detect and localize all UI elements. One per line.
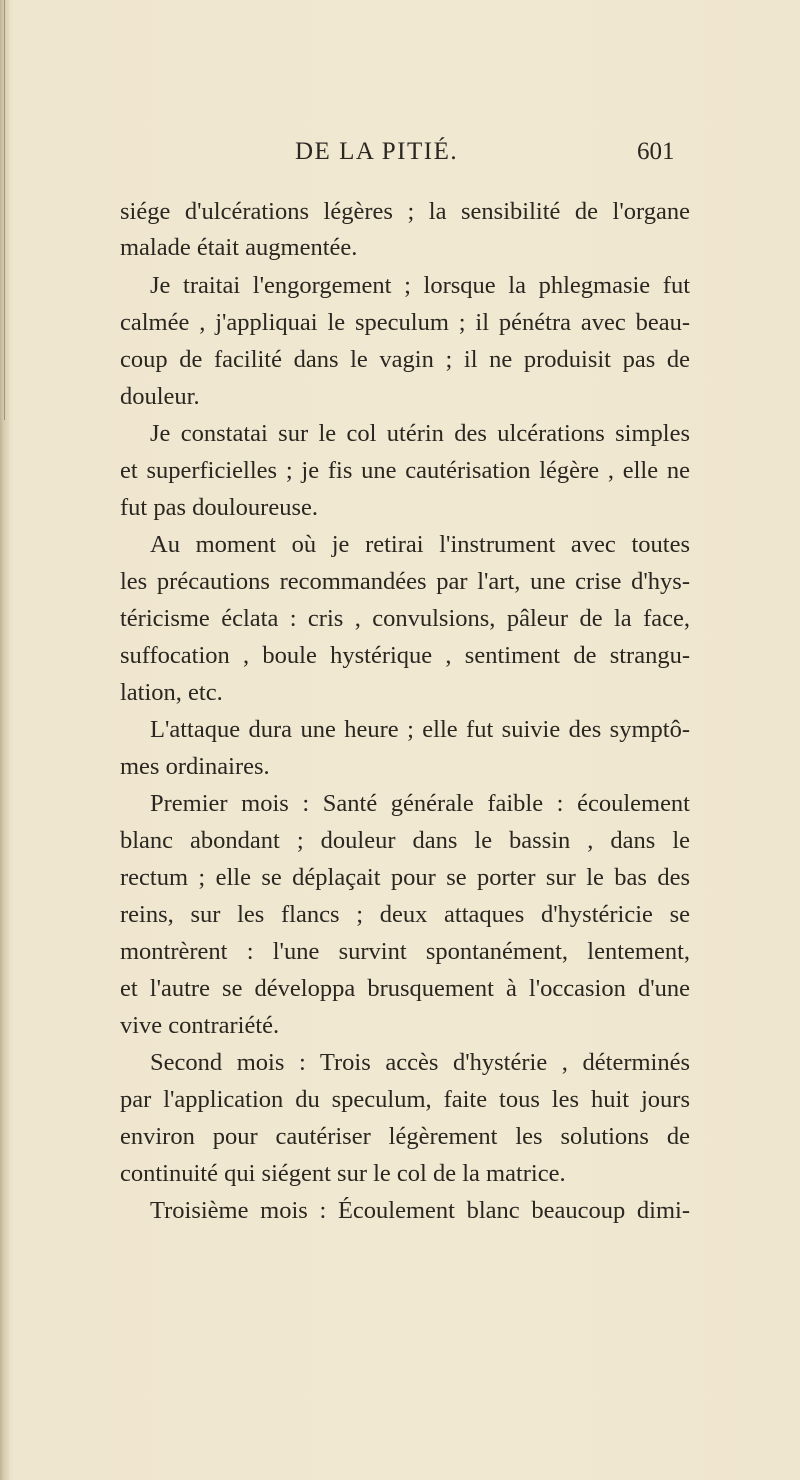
text-line: et l'autre se développa brusquement à l'occasion d'une bbox=[120, 975, 690, 1002]
text-line: Premier mois : Santé générale faible : écoulement bbox=[150, 790, 690, 817]
text-line: Troisième mois : Écoulement blanc beaucoup dimi- bbox=[150, 1197, 690, 1224]
text-line: Je traitai l'engorgement ; lorsque la phlegmasie fut bbox=[150, 272, 690, 299]
text-line: les précautions recommandées par l'art, une crise d'hys- bbox=[120, 568, 690, 595]
text-line: et superficielles ; je fis une cautérisation légère , elle ne bbox=[120, 457, 690, 484]
text-line: vive contrariété. bbox=[120, 1012, 280, 1039]
text-line: malade était augmentée. bbox=[120, 234, 358, 261]
text-line: téricisme éclata : cris , convulsions, pâleur de la face, bbox=[120, 605, 690, 632]
text-line: rectum ; elle se déplaçait pour se porter sur le bas des bbox=[120, 864, 690, 891]
text-line: siége d'ulcérations légères ; la sensibilité de l'organe bbox=[120, 198, 690, 225]
text-line: continuité qui siégent sur le col de la matrice. bbox=[120, 1160, 566, 1187]
page-number: 601 bbox=[637, 138, 675, 165]
binding-line bbox=[4, 0, 5, 420]
text-line: L'attaque dura une heure ; elle fut suivie des symptô- bbox=[150, 716, 690, 743]
running-title: DE LA PITIÉ. bbox=[295, 138, 459, 165]
text-line: Je constatai sur le col utérin des ulcérations simples bbox=[150, 420, 690, 447]
binding-edge bbox=[0, 0, 10, 1480]
text-line: coup de facilité dans le vagin ; il ne produisit pas de bbox=[120, 346, 690, 373]
text-line: calmée , j'appliquai le speculum ; il pénétra avec beau- bbox=[120, 309, 690, 336]
text-line: mes ordinaires. bbox=[120, 753, 270, 780]
text-line: lation, etc. bbox=[120, 679, 223, 706]
text-line: environ pour cautériser légèrement les solutions de bbox=[120, 1123, 690, 1150]
text-line: douleur. bbox=[120, 383, 200, 410]
text-line: Au moment où je retirai l'instrument avec toutes bbox=[150, 531, 690, 558]
text-line: par l'application du speculum, faite tous les huit jours bbox=[120, 1086, 690, 1113]
text-line: suffocation , boule hystérique , sentiment de strangu- bbox=[120, 642, 690, 669]
text-line: blanc abondant ; douleur dans le bassin , dans le bbox=[120, 827, 690, 854]
text-line: fut pas douloureuse. bbox=[120, 494, 318, 521]
text-line: Second mois : Trois accès d'hystérie , déterminés bbox=[150, 1049, 690, 1076]
text-line: reins, sur les flancs ; deux attaques d'hystéricie se bbox=[120, 901, 690, 928]
page-header bbox=[0, 138, 800, 178]
text-line: montrèrent : l'une survint spontanément, lentement, bbox=[120, 938, 690, 965]
